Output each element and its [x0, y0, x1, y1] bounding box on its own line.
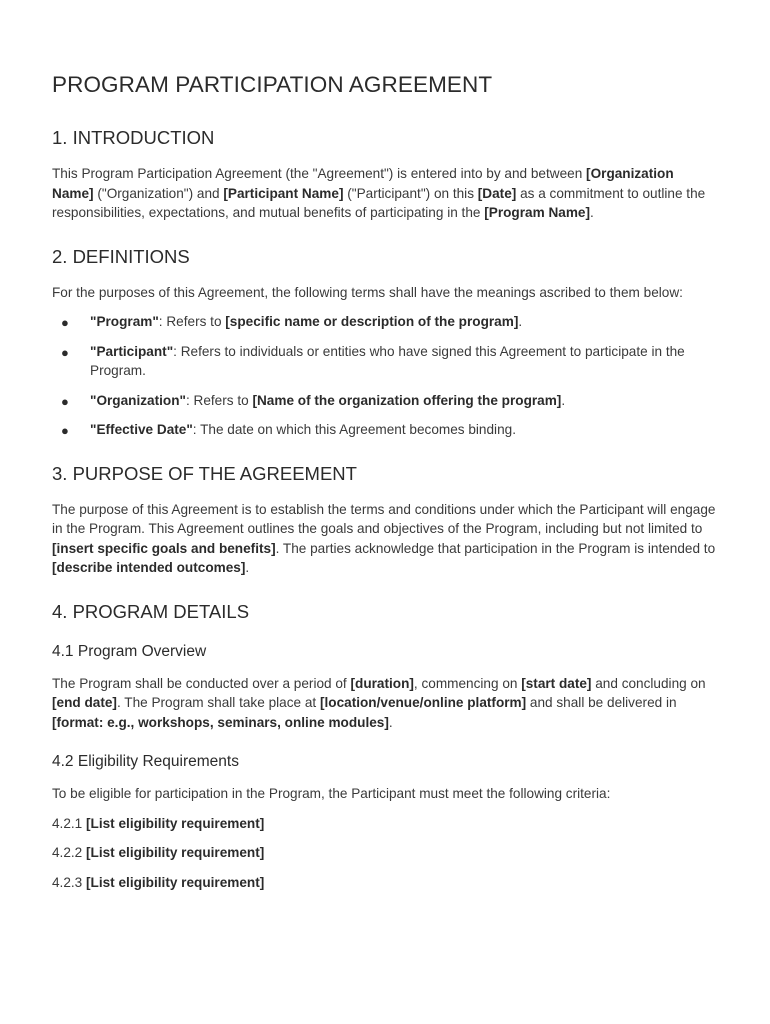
section-definitions	[52, 245, 717, 440]
section-introduction	[52, 126, 717, 223]
definitions-intro: For the purposes of this Agreement, the following terms shall have the meanings ascribed to them below:	[52, 284, 683, 300]
criterion-placeholder: [List eligibility requirement]	[86, 874, 265, 890]
bullet-icon: ●	[61, 315, 69, 330]
text-run: . The parties acknowledge that participation in the Program is intended to	[275, 540, 716, 556]
section-heading-definitions: 2. DEFINITIONS	[52, 245, 190, 267]
section-program-details	[52, 600, 717, 893]
text-run: , commencing on	[413, 675, 522, 691]
eligibility-criterion	[52, 873, 717, 893]
text-run: .	[245, 560, 250, 575]
placeholder-duration: [duration]	[350, 675, 414, 691]
section-purpose	[52, 462, 717, 578]
text-run: .	[590, 205, 594, 220]
criterion-placeholder: [List eligibility requirement]	[86, 815, 265, 831]
text-run: The purpose of this Agreement is to establish the terms and conditions under which the Participant will engage in the Program. This Agreement outlines the goals and objectives of the Program, including but not limited to	[52, 501, 716, 536]
section-heading-program-details: 4. PROGRAM DETAILS	[52, 600, 250, 622]
purpose-paragraph	[52, 500, 717, 578]
placeholder-goals: [insert specific goals and benefits]	[52, 540, 276, 556]
definition-text: : Refers to individuals or entities who have signed this Agreement to participate in the Program.	[90, 343, 685, 378]
placeholder-date: [Date]	[477, 185, 517, 201]
document-title: PROGRAM PARTICIPATION AGREEMENT	[52, 72, 493, 97]
eligibility-criterion	[52, 814, 717, 834]
bullet-icon: ●	[61, 423, 69, 438]
placeholder-location: [location/venue/online platform]	[319, 695, 527, 710]
placeholder-format: [format: e.g., workshops, seminars, online modules]	[52, 714, 389, 730]
introduction-paragraph	[52, 164, 717, 223]
text-run: ("Organization") and	[93, 185, 224, 201]
list-item	[52, 391, 717, 411]
definition-text: : Refers to	[158, 314, 226, 329]
definition-placeholder: [Name of the organization offering the program]	[252, 392, 562, 408]
section-heading-purpose: 3. PURPOSE OF THE AGREEMENT	[52, 462, 357, 484]
criterion-placeholder: [List eligibility requirement]	[86, 845, 265, 860]
placeholder-participant-name: [Participant Name]	[223, 185, 344, 201]
definition-term: "Effective Date"	[90, 422, 193, 437]
definition-term: "Participant"	[90, 343, 174, 359]
list-item	[52, 312, 717, 332]
subsection-heading-eligibility: 4.2 Eligibility Requirements	[52, 753, 239, 770]
list-item	[52, 342, 717, 381]
text-run: ("Participant") on this	[343, 185, 478, 201]
definition-text: : The date on which this Agreement becomes binding.	[192, 422, 516, 437]
eligibility-criterion	[52, 843, 717, 863]
placeholder-outcomes: [describe intended outcomes]	[52, 560, 246, 575]
definition-placeholder: [specific name or description of the program]	[225, 314, 519, 329]
criterion-number: 4.2.1	[52, 815, 87, 831]
text-run: .	[561, 392, 566, 408]
criterion-number: 4.2.3	[52, 874, 87, 890]
section-heading-introduction: 1. INTRODUCTION	[52, 127, 215, 148]
eligibility-intro: To be eligible for participation in the Program, the Participant must meet the following criteria:	[52, 786, 611, 801]
definitions-list	[52, 312, 717, 440]
text-run: as a commitment to outline the responsibilities, expectations, and mutual benefits of participating in the	[52, 185, 706, 220]
definition-term: "Organization"	[90, 392, 186, 408]
placeholder-organization-name: [Organization Name]	[52, 166, 674, 201]
placeholder-start-date: [start date]	[521, 675, 592, 691]
document-page	[52, 70, 717, 902]
text-run: and shall be delivered in	[526, 695, 677, 710]
definition-term: "Program"	[90, 314, 159, 329]
placeholder-end-date: [end date]	[52, 695, 117, 710]
text-run: and concluding on	[591, 675, 706, 691]
criterion-number: 4.2.2	[52, 845, 87, 860]
bullet-icon: ●	[61, 344, 69, 360]
text-run: The Program shall be conducted over a period of	[52, 675, 351, 691]
text-run: . The Program shall take place at	[116, 695, 320, 710]
subsection-heading-overview: 4.1 Program Overview	[52, 642, 207, 660]
bullet-icon: ●	[61, 393, 69, 409]
placeholder-program-name: [Program Name]	[484, 205, 590, 220]
definition-text: : Refers to	[185, 392, 253, 408]
text-run: .	[388, 714, 393, 730]
list-item	[52, 420, 717, 440]
text-run: This Program Participation Agreement (the "Agreement") is entered into by and between	[52, 166, 587, 181]
text-run: .	[518, 314, 523, 329]
overview-paragraph	[52, 674, 717, 733]
